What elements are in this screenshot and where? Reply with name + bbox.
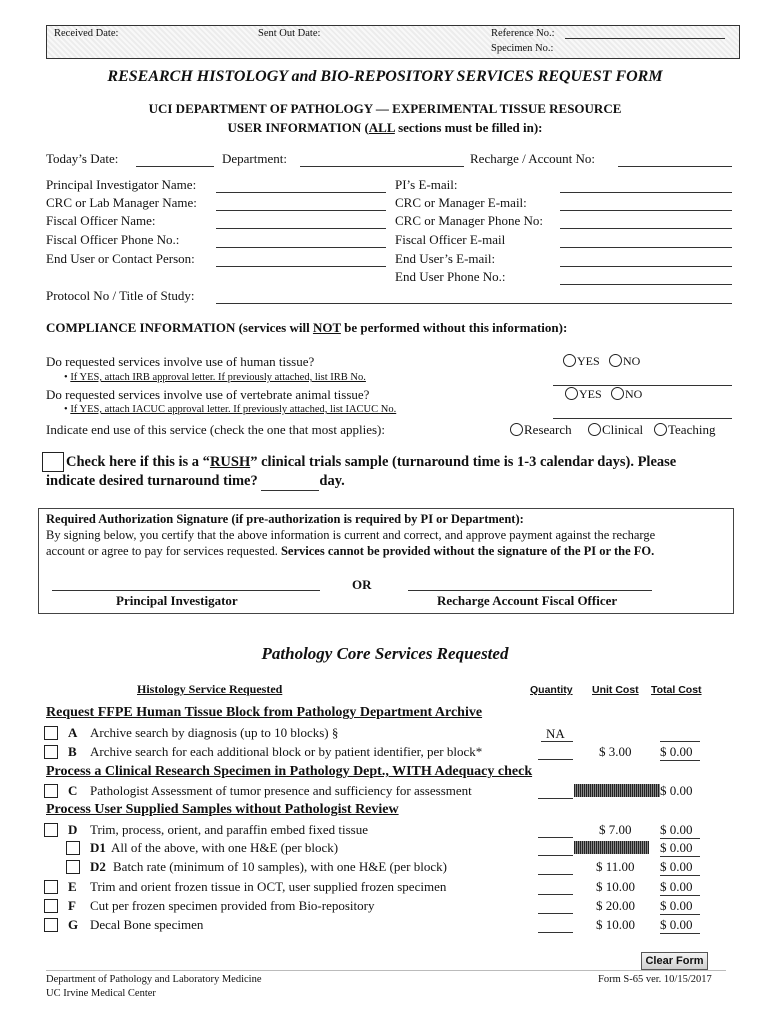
todays-date-label: Today’s Date: (46, 151, 119, 166)
footer-center: UC Irvine Medical Center (46, 988, 156, 999)
service-c-letter: C (68, 783, 78, 798)
service-c-unit-mask (574, 784, 660, 797)
service-d1-qty-field[interactable] (538, 855, 573, 856)
col-quantity-header: Quantity (530, 684, 573, 696)
service-d1-letter: D1 (90, 840, 106, 855)
authorization-heading: Required Authorization Signature (if pre-authorization is required by PI or Department): (46, 512, 524, 526)
turnaround-days-field[interactable] (261, 473, 319, 491)
service-f-qty-field[interactable] (538, 913, 573, 914)
end-user-field[interactable] (216, 266, 386, 267)
service-c-qty-field[interactable] (538, 798, 573, 799)
service-e-desc: Trim and orient frozen tissue in OCT, user supplied frozen specimen (90, 879, 447, 894)
irb-note: • If YES, attach IRB approval letter. If previously attached, list IRB No. (64, 372, 366, 383)
service-e-checkbox[interactable] (44, 880, 58, 894)
human-tissue-question: Do requested services involve use of human tissue? (46, 354, 315, 369)
rush-line-2: indicate desired turnaround time? day. (46, 473, 345, 489)
crc-name-field[interactable] (216, 210, 386, 211)
end-user-label: End User or Contact Person: (46, 251, 195, 266)
eu-phone-field[interactable] (560, 284, 732, 285)
service-e-unit: $ 10.00 (596, 879, 635, 894)
authorization-text-1: By signing below, you certify that the above information is current and correct, and approve payment against the recharge (46, 528, 656, 542)
pi-name-field[interactable] (216, 192, 386, 193)
service-d1-desc: All of the above, with one H&E (per block) (111, 840, 339, 855)
department-label: Department: (222, 151, 287, 166)
rush-line-1: Check here if this is a “RUSH” clinical trials sample (turnaround time is 1-3 calendar days). Please (66, 454, 677, 470)
fo-name-label: Fiscal Officer Name: (46, 213, 156, 228)
user-info-heading: USER INFORMATION (ALL sections must be filled in): (227, 120, 543, 135)
service-e-qty-field[interactable] (538, 894, 573, 895)
service-c-checkbox[interactable] (44, 784, 58, 798)
service-d1-checkbox[interactable] (66, 841, 80, 855)
footer-form-version: Form S-65 ver. 10/15/2017 (598, 974, 712, 985)
col-service-header: Histology Service Requested (137, 682, 283, 696)
teaching-option[interactable]: Teaching (654, 422, 715, 438)
eu-email-field[interactable] (560, 266, 732, 267)
service-c-total: $ 0.00 (660, 783, 693, 798)
form-title: RESEARCH HISTOLOGY and BIO-REPOSITORY SERVICES REQUEST FORM (107, 68, 663, 85)
service-d-desc: Trim, process, orient, and paraffin embed fixed tissue (90, 822, 368, 837)
col-unit-header: Unit Cost (592, 684, 639, 696)
section-user-supplied: Process User Supplied Samples without Pathologist Review (46, 802, 399, 817)
iacuc-no-field[interactable] (553, 418, 732, 419)
human-yes-option[interactable]: YES (563, 354, 600, 369)
animal-no-option[interactable]: NO (611, 387, 642, 402)
sent-out-date-label: Sent Out Date: (258, 28, 321, 39)
service-f-unit: $ 20.00 (596, 898, 635, 913)
todays-date-field[interactable] (136, 166, 214, 167)
end-use-question: Indicate end use of this service (check the one that most applies): (46, 422, 385, 437)
crc-phone-label: CRC or Manager Phone No: (395, 213, 544, 228)
radio-icon[interactable] (611, 387, 624, 400)
service-a-checkbox[interactable] (44, 726, 58, 740)
service-a-qty-field[interactable] (541, 741, 573, 742)
fo-name-field[interactable] (216, 228, 386, 229)
crc-email-label: CRC or Manager E-mail: (395, 195, 527, 210)
animal-tissue-question: Do requested services involve use of vertebrate animal tissue? (46, 387, 370, 402)
service-d2-checkbox[interactable] (66, 860, 80, 874)
radio-icon[interactable] (588, 423, 601, 436)
fo-signature-field[interactable] (408, 590, 652, 591)
service-b-checkbox[interactable] (44, 745, 58, 759)
research-option[interactable]: Research (510, 422, 572, 438)
radio-icon[interactable] (565, 387, 578, 400)
pi-email-field[interactable] (560, 192, 732, 193)
service-d1-total: $ 0.00 (660, 840, 700, 857)
fo-email-label: Fiscal Officer E-mail (395, 232, 506, 247)
reference-no-label: Reference No.: (491, 28, 555, 39)
service-g-qty-field[interactable] (538, 932, 573, 933)
service-g-total: $ 0.00 (660, 917, 700, 934)
service-d2-desc: Batch rate (minimum of 10 samples), with one H&E (per block) (113, 859, 447, 874)
footer-divider (46, 970, 726, 971)
service-a-total-field (660, 741, 700, 742)
service-d-checkbox[interactable] (44, 823, 58, 837)
service-d2-qty-field[interactable] (538, 874, 573, 875)
service-b-unit: $ 3.00 (599, 744, 632, 759)
section-clinical: Process a Clinical Research Specimen in Pathology Dept., WITH Adequacy check (46, 764, 533, 779)
fo-signature-label: Recharge Account Fiscal Officer (437, 593, 618, 608)
service-d2-total: $ 0.00 (660, 859, 700, 876)
crc-phone-field[interactable] (560, 228, 732, 229)
services-heading: Pathology Core Services Requested (261, 644, 509, 663)
service-d1-unit-mask (574, 841, 649, 854)
pi-email-label: PI’s E-mail: (395, 177, 458, 192)
service-f-letter: F (68, 898, 76, 913)
pi-signature-label: Principal Investigator (116, 593, 238, 608)
fo-phone-field[interactable] (216, 247, 386, 248)
col-total-header: Total Cost (651, 684, 702, 696)
service-f-checkbox[interactable] (44, 899, 58, 913)
fo-email-field[interactable] (560, 247, 732, 248)
human-no-option[interactable]: NO (609, 354, 640, 369)
or-label: OR (352, 577, 372, 592)
service-b-letter: B (68, 744, 77, 759)
service-g-checkbox[interactable] (44, 918, 58, 932)
fo-phone-label: Fiscal Officer Phone No.: (46, 232, 180, 247)
service-g-unit: $ 10.00 (596, 917, 635, 932)
protocol-field[interactable] (216, 303, 732, 304)
service-b-total: $ 0.00 (660, 744, 700, 761)
rush-checkbox[interactable] (42, 452, 64, 472)
service-e-letter: E (68, 879, 77, 894)
service-d-unit: $ 7.00 (599, 822, 632, 837)
service-g-letter: G (68, 917, 79, 932)
department-field[interactable] (300, 166, 464, 167)
eu-phone-label: End User Phone No.: (395, 269, 506, 284)
reference-no-field[interactable] (565, 38, 725, 39)
department-heading: UCI DEPARTMENT OF PATHOLOGY — EXPERIMENTAL TISSUE RESOURCE (148, 101, 622, 116)
service-g-desc: Decal Bone specimen (90, 917, 204, 932)
animal-yes-option[interactable]: YES (565, 387, 602, 402)
section-archive: Request FFPE Human Tissue Block from Pathology Department Archive (46, 705, 483, 720)
pi-signature-field[interactable] (52, 590, 320, 591)
crc-email-field[interactable] (560, 210, 732, 211)
specimen-no-label: Specimen No.: (491, 43, 554, 54)
service-a-qty: NA (546, 726, 565, 741)
recharge-field[interactable] (618, 166, 732, 167)
service-a-desc: Archive search by diagnosis (up to 10 blocks) § (90, 725, 339, 740)
clear-form-button[interactable]: Clear Form (641, 952, 708, 970)
protocol-label: Protocol No / Title of Study: (46, 288, 195, 303)
service-d-total: $ 0.00 (660, 822, 700, 839)
service-f-total: $ 0.00 (660, 898, 700, 915)
radio-icon[interactable] (654, 423, 667, 436)
recharge-label: Recharge / Account No: (470, 151, 596, 166)
radio-icon[interactable] (510, 423, 523, 436)
iacuc-note: • If YES, attach IACUC approval letter. If previously attached, list IACUC No. (64, 404, 397, 415)
service-f-desc: Cut per frozen specimen provided from Bio-repository (90, 898, 375, 913)
service-a-letter: A (68, 725, 78, 740)
office-use-bar (46, 25, 740, 59)
service-b-qty-field[interactable] (538, 759, 573, 760)
service-b-desc: Archive search for each additional block or by patient identifier, per block* (90, 744, 483, 759)
crc-name-label: CRC or Lab Manager Name: (46, 195, 197, 210)
service-e-total: $ 0.00 (660, 879, 700, 896)
service-d2-unit: $ 11.00 (596, 859, 635, 874)
service-c-desc: Pathologist Assessment of tumor presence and sufficiency for assessment (90, 783, 472, 798)
authorization-text-2: account or agree to pay for services requested. Services cannot be provided without the signature of the PI or the FO. (46, 544, 655, 558)
service-d2-letter: D2 (90, 859, 106, 874)
service-d-qty-field[interactable] (538, 837, 573, 838)
clinical-option[interactable]: Clinical (588, 422, 643, 438)
footer-dept: Department of Pathology and Laboratory Medicine (46, 974, 262, 985)
received-date-label: Received Date: (54, 28, 119, 39)
compliance-heading: COMPLIANCE INFORMATION (services will NOT be performed without this information): (46, 320, 568, 335)
service-d-letter: D (68, 822, 78, 837)
eu-email-label: End User’s E-mail: (395, 251, 496, 266)
irb-no-field[interactable] (553, 385, 732, 386)
pi-name-label: Principal Investigator Name: (46, 177, 197, 192)
radio-icon[interactable] (609, 354, 622, 367)
radio-icon[interactable] (563, 354, 576, 367)
